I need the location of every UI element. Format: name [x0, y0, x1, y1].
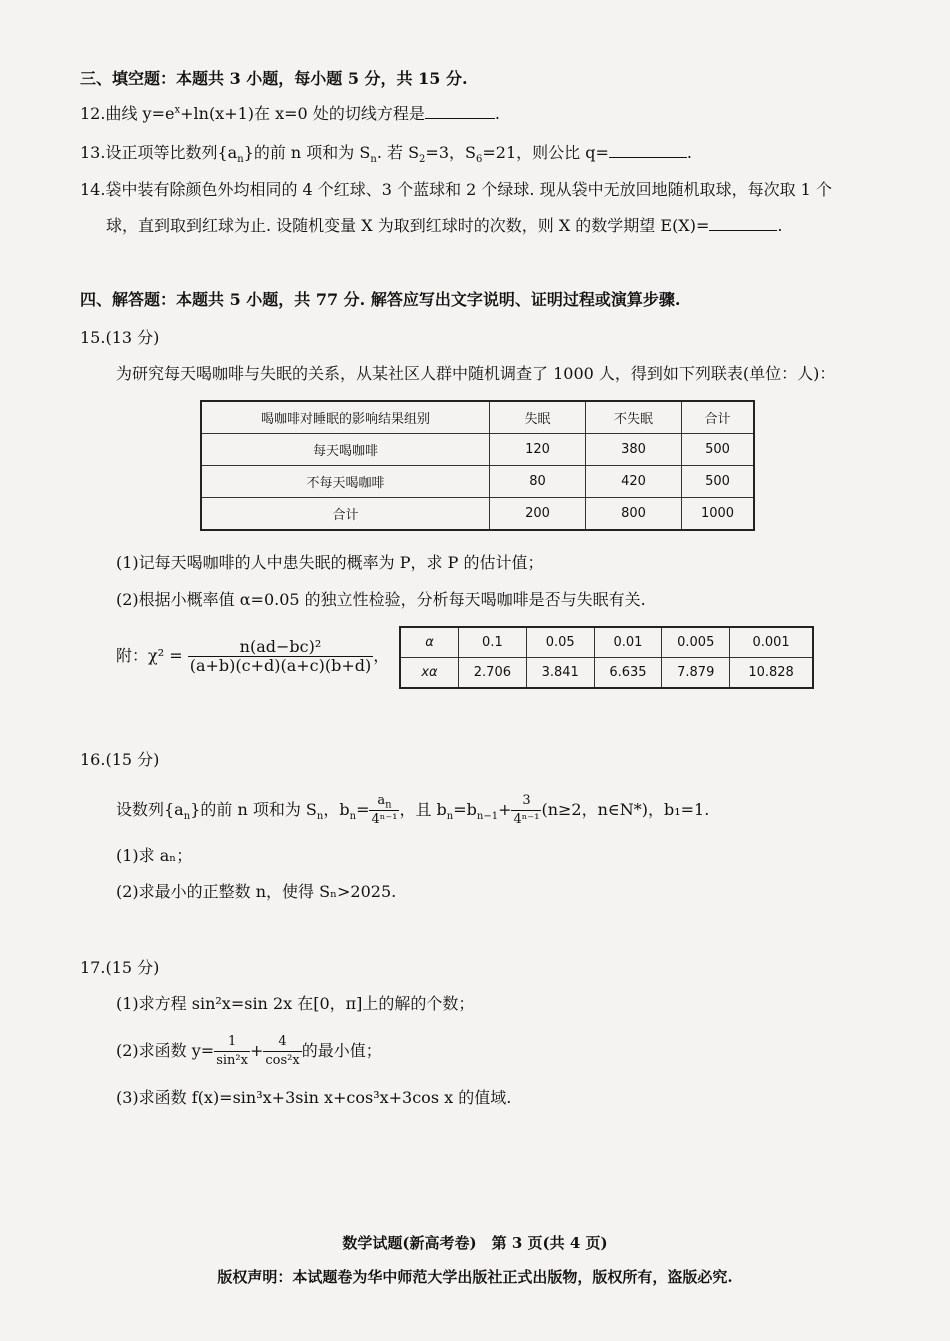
critical-value-table: [399, 626, 814, 689]
table-cell: 1000: [682, 498, 755, 531]
b-n-fraction: $\frac{a_n}{\text{4ⁿ⁻¹}}$: [371, 793, 398, 827]
chi-square-formula: 附：χ² = $\frac{\text{n(ad−bc)²}}{(a+b)(c+d)(a+c)(b+d)}$ ，: [116, 637, 390, 675]
recurrence-fraction: $\frac{3}{\text{4ⁿ⁻¹}}$: [513, 793, 540, 827]
section4-header: 四、解答题：本题共 5 小题，共 77 分. 解答应写出文字说明、证明过程或演算步骤.: [80, 290, 681, 309]
page-footer: 数学试题(新高考卷) 第 3 页(共 4 页): [342, 1234, 608, 1252]
table-row: [201, 498, 754, 531]
q16-part2: (2)求最小的正整数 n，使得 Sₙ>2025.: [116, 882, 397, 901]
table-cell: 500: [682, 466, 755, 498]
q17-label: 17.(15 分): [80, 958, 160, 977]
answer-blank-13[interactable]: [609, 143, 687, 158]
table-cell: 80: [490, 466, 586, 498]
table-cell: 每天喝咖啡: [201, 434, 490, 466]
table-cell: 不每天喝咖啡: [201, 466, 490, 498]
q15-intro: 为研究每天喝咖啡与失眠的关系，从某社区人群中随机调查了 1000 人，得到如下列联表(单位：人)：: [116, 364, 836, 383]
table-cell: 0.001: [730, 627, 813, 658]
table-cell: 合计: [201, 498, 490, 531]
contingency-table: [200, 400, 755, 531]
table-row: [201, 466, 754, 498]
section3-header: 三、填空题：本题共 3 小题，每小题 5 分，共 15 分.: [80, 69, 468, 88]
question-13: 13.设正项等比数列$\{a_n\}$的前 n 项和为 $S_n$. 若 $S_2=3$，$S_6=21$，则公比 q= .: [80, 143, 692, 166]
critical-value-row: [400, 658, 813, 689]
table-cell: 800: [586, 498, 682, 531]
table-header-row: [201, 401, 754, 434]
answer-blank-14[interactable]: [709, 216, 777, 231]
q16-part1: (1)求 aₙ；: [116, 846, 193, 865]
table-row: [201, 434, 754, 466]
copyright-notice: 版权声明：本试题卷为华中师范大学出版社正式出版物，版权所有，盗版必究.: [217, 1268, 733, 1286]
chi-square-fraction: $\frac{\text{n(ad−bc)²}}{(a+b)(c+d)(a+c)(b+d)}$: [189, 637, 372, 675]
answer-blank-12[interactable]: [425, 104, 495, 119]
alpha-row: [400, 627, 813, 658]
table-header-cell: 合计: [682, 401, 755, 434]
table-cell: 380: [586, 434, 682, 466]
table-header-cell: 失眠: [490, 401, 586, 434]
table-cell: 10.828: [730, 658, 813, 689]
alpha-label: α: [400, 627, 459, 658]
q17-part1: (1)求方程 sin²x=sin 2x 在[0，π]上的解的个数；: [116, 994, 475, 1013]
table-cell: 6.635: [594, 658, 662, 689]
q15-part2: (2)根据小概率值 α=0.05 的独立性检验，分析每天喝咖啡是否与失眠有关.: [116, 590, 646, 609]
question-14-line2: 球，直到取到红球为止. 设随机变量 X 为取到红球时的次数，则 X 的数学期望 E(X)= .: [106, 216, 783, 235]
table-cell: 0.05: [526, 627, 594, 658]
q17-part2: (2)求函数 y= $\frac{1}{\text{sin²x}}$ + $\frac{4}{\text{cos²x}}$ 的最小值；: [116, 1034, 382, 1068]
table-header-cell: 喝咖啡对睡眠的影响结果组别: [201, 401, 490, 434]
table-cell: 120: [490, 434, 586, 466]
table-cell: 0.01: [594, 627, 662, 658]
q15-part1: (1)记每天喝咖啡的人中患失眠的概率为 P，求 P 的估计值；: [116, 553, 544, 572]
table-cell: 0.005: [662, 627, 730, 658]
x-alpha-label: xα: [400, 658, 459, 689]
q16-label: 16.(15 分): [80, 750, 160, 769]
q17-part3: (3)求函数 f(x)=sin³x+3sin x+cos³x+3cos x 的值域.: [116, 1088, 512, 1107]
q15-label: 15.(13 分): [80, 328, 160, 347]
q17-fraction-2: $\frac{4}{\text{cos²x}}$: [265, 1034, 300, 1068]
q16-stem: 设数列$\{a_n\}$的前 n 项和为 $S_n$，$b_n=$ $\frac{a_n}{\text{4ⁿ⁻¹}}$ ，且 $b_n=b_{n-1}+$ $\frac{3}{\text{4ⁿ⁻¹}}$ (n≥2，n∈N*)，b₁=1.: [116, 793, 710, 827]
table-cell: 3.841: [526, 658, 594, 689]
table-header-cell: 不失眠: [586, 401, 682, 434]
table-cell: 2.706: [459, 658, 527, 689]
table-cell: 0.1: [459, 627, 527, 658]
table-cell: 500: [682, 434, 755, 466]
table-cell: 420: [586, 466, 682, 498]
question-12: 12.曲线 $y=e^x+\ln(x+1)$在 x=0 处的切线方程是 .: [80, 104, 500, 123]
question-14-line1: 14.袋中装有除颜色外均相同的 4 个红球、3 个蓝球和 2 个绿球. 现从袋中无放回地随机取球，每次取 1 个: [80, 180, 832, 199]
q17-fraction-1: $\frac{1}{\text{sin²x}}$: [216, 1034, 248, 1068]
table-cell: 200: [490, 498, 586, 531]
table-cell: 7.879: [662, 658, 730, 689]
